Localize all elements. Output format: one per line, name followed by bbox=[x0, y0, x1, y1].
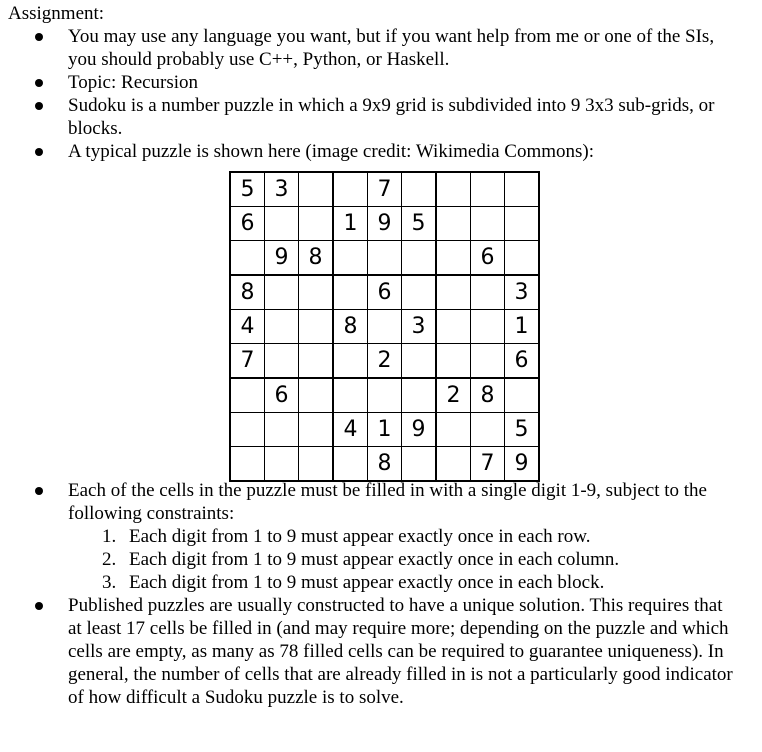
bullet-sudoku-definition bbox=[0, 94, 762, 140]
constraint-number: 3. bbox=[102, 572, 117, 593]
bullet-dot-icon bbox=[35, 148, 43, 156]
sudoku-cell bbox=[471, 172, 505, 207]
sudoku-cell bbox=[230, 447, 265, 482]
sudoku-cell bbox=[505, 378, 540, 413]
bullet-sudoku-definition-text: Sudoku is a number puzzle in which a 9x9 grid is subdivided into 9 3x3 sub-grids, or blocks. bbox=[68, 95, 715, 139]
sudoku-cell bbox=[368, 378, 402, 413]
bullet-topic-text: Topic: Recursion bbox=[68, 72, 199, 93]
sudoku-cell: 8 bbox=[299, 241, 334, 276]
sudoku-cell: 6 bbox=[368, 275, 402, 310]
sudoku-cell bbox=[333, 447, 368, 482]
sudoku-cell bbox=[299, 378, 334, 413]
sudoku-cell bbox=[436, 172, 471, 207]
sudoku-cell: 8 bbox=[230, 275, 265, 310]
sudoku-cell bbox=[299, 310, 334, 344]
sudoku-cell bbox=[436, 344, 471, 379]
constraint-text: Each digit from 1 to 9 must appear exactly once in each row. bbox=[129, 526, 591, 547]
constraint-item bbox=[0, 525, 762, 548]
sudoku-cell bbox=[471, 207, 505, 241]
sudoku-cell bbox=[471, 344, 505, 379]
sudoku-cell bbox=[265, 207, 299, 241]
sudoku-cell: 8 bbox=[333, 310, 368, 344]
sudoku-cell: 1 bbox=[368, 413, 402, 447]
constraint-number: 1. bbox=[102, 526, 117, 547]
sudoku-cell: 5 bbox=[230, 172, 265, 207]
constraints-numbered-list bbox=[0, 525, 762, 594]
sudoku-cell: 7 bbox=[230, 344, 265, 379]
sudoku-row bbox=[230, 413, 539, 447]
sudoku-cell: 9 bbox=[505, 447, 540, 482]
sudoku-cell: 4 bbox=[230, 310, 265, 344]
sudoku-cell bbox=[299, 413, 334, 447]
sudoku-cell: 7 bbox=[471, 447, 505, 482]
constraint-item bbox=[0, 548, 762, 571]
bullet-dot-icon bbox=[35, 487, 43, 495]
bullet-dot-icon bbox=[35, 602, 43, 610]
sudoku-cell bbox=[436, 207, 471, 241]
sudoku-cell: 2 bbox=[368, 344, 402, 379]
sudoku-cell: 5 bbox=[505, 413, 540, 447]
sudoku-cell: 8 bbox=[368, 447, 402, 482]
sudoku-cell: 4 bbox=[333, 413, 368, 447]
sudoku-row bbox=[230, 275, 539, 310]
sudoku-cell bbox=[265, 447, 299, 482]
sudoku-cell bbox=[230, 413, 265, 447]
sudoku-cell: 3 bbox=[505, 275, 540, 310]
sudoku-cell: 3 bbox=[265, 172, 299, 207]
bullet-dot-icon bbox=[35, 102, 43, 110]
constraints-intro-text: Each of the cells in the puzzle must be filled in with a single digit 1-9, subject to the following constraints: bbox=[68, 480, 707, 524]
sudoku-cell bbox=[402, 447, 437, 482]
sudoku-figure bbox=[229, 171, 540, 482]
sudoku-cell bbox=[265, 344, 299, 379]
sudoku-cell bbox=[436, 447, 471, 482]
sudoku-cell bbox=[402, 241, 437, 276]
sudoku-cell bbox=[333, 275, 368, 310]
sudoku-row bbox=[230, 310, 539, 344]
sudoku-cell bbox=[299, 344, 334, 379]
bullet-dot-icon bbox=[35, 79, 43, 87]
sudoku-row bbox=[230, 378, 539, 413]
sudoku-cell bbox=[402, 344, 437, 379]
sudoku-cell bbox=[505, 172, 540, 207]
sudoku-cell bbox=[402, 172, 437, 207]
sudoku-row bbox=[230, 241, 539, 276]
sudoku-cell bbox=[299, 275, 334, 310]
sudoku-cell bbox=[402, 378, 437, 413]
sudoku-cell bbox=[299, 447, 334, 482]
bullet-language bbox=[0, 25, 762, 71]
sudoku-cell: 6 bbox=[471, 241, 505, 276]
constraint-item bbox=[0, 571, 762, 594]
sudoku-cell bbox=[368, 310, 402, 344]
sudoku-cell bbox=[471, 275, 505, 310]
bullet-constraints bbox=[0, 479, 762, 525]
bullet-typical-puzzle-text: A typical puzzle is shown here (image credit: Wikimedia Commons): bbox=[68, 141, 595, 162]
sudoku-cell bbox=[333, 378, 368, 413]
bullet-language-text: You may use any language you want, but if you want help from me or one of the SIs, you should probably use C++, Python, or Haskell. bbox=[68, 26, 715, 70]
sudoku-cell: 8 bbox=[471, 378, 505, 413]
sudoku-cell: 9 bbox=[368, 207, 402, 241]
bullet-published-puzzles bbox=[0, 594, 762, 709]
published-puzzles-text: Published puzzles are usually constructed to have a unique solution. This requires that at least 17 cells be filled in (and may require more; depending on the puzzle and which cells are empty, as many as 78 filled cells can be required to guarantee uniqueness). In general, the number of cells that are already filled in is not a particularly good indicator of how difficult a Sudoku puzzle is to solve. bbox=[68, 595, 733, 708]
sudoku-cell: 3 bbox=[402, 310, 437, 344]
bullet-typical-puzzle bbox=[0, 140, 762, 163]
sudoku-cell bbox=[505, 241, 540, 276]
sudoku-cell bbox=[299, 172, 334, 207]
sudoku-cell bbox=[230, 378, 265, 413]
sudoku-cell bbox=[402, 275, 437, 310]
sudoku-cell: 9 bbox=[402, 413, 437, 447]
sudoku-cell: 9 bbox=[265, 241, 299, 276]
constraints-list-wrapper bbox=[0, 525, 762, 594]
sudoku-cell: 5 bbox=[402, 207, 437, 241]
sudoku-cell bbox=[333, 344, 368, 379]
assignment-bullet-list bbox=[0, 25, 762, 163]
sudoku-cell bbox=[505, 207, 540, 241]
sudoku-cell bbox=[436, 310, 471, 344]
sudoku-cell bbox=[436, 275, 471, 310]
sudoku-cell bbox=[333, 241, 368, 276]
sudoku-cell bbox=[436, 241, 471, 276]
sudoku-cell bbox=[368, 241, 402, 276]
sudoku-cell bbox=[265, 310, 299, 344]
sudoku-cell bbox=[471, 310, 505, 344]
sudoku-cell: 6 bbox=[230, 207, 265, 241]
sudoku-cell bbox=[333, 172, 368, 207]
constraint-text: Each digit from 1 to 9 must appear exactly once in each block. bbox=[129, 572, 605, 593]
assignment-heading: Assignment: bbox=[8, 3, 105, 24]
constraints-bullet-list bbox=[0, 479, 762, 709]
sudoku-grid bbox=[229, 171, 540, 482]
bullet-dot-icon bbox=[35, 33, 43, 41]
sudoku-cell bbox=[471, 413, 505, 447]
sudoku-row bbox=[230, 207, 539, 241]
sudoku-cell bbox=[265, 413, 299, 447]
sudoku-cell bbox=[436, 413, 471, 447]
sudoku-cell: 1 bbox=[333, 207, 368, 241]
sudoku-cell: 1 bbox=[505, 310, 540, 344]
sudoku-cell: 7 bbox=[368, 172, 402, 207]
sudoku-row bbox=[230, 344, 539, 379]
sudoku-cell: 2 bbox=[436, 378, 471, 413]
sudoku-cell: 6 bbox=[265, 378, 299, 413]
sudoku-row bbox=[230, 447, 539, 482]
sudoku-cell bbox=[230, 241, 265, 276]
constraint-text: Each digit from 1 to 9 must appear exactly once in each column. bbox=[129, 549, 620, 570]
sudoku-cell: 6 bbox=[505, 344, 540, 379]
bullet-topic bbox=[0, 71, 762, 94]
sudoku-cell bbox=[265, 275, 299, 310]
sudoku-row bbox=[230, 172, 539, 207]
constraint-number: 2. bbox=[102, 549, 117, 570]
sudoku-cell bbox=[299, 207, 334, 241]
